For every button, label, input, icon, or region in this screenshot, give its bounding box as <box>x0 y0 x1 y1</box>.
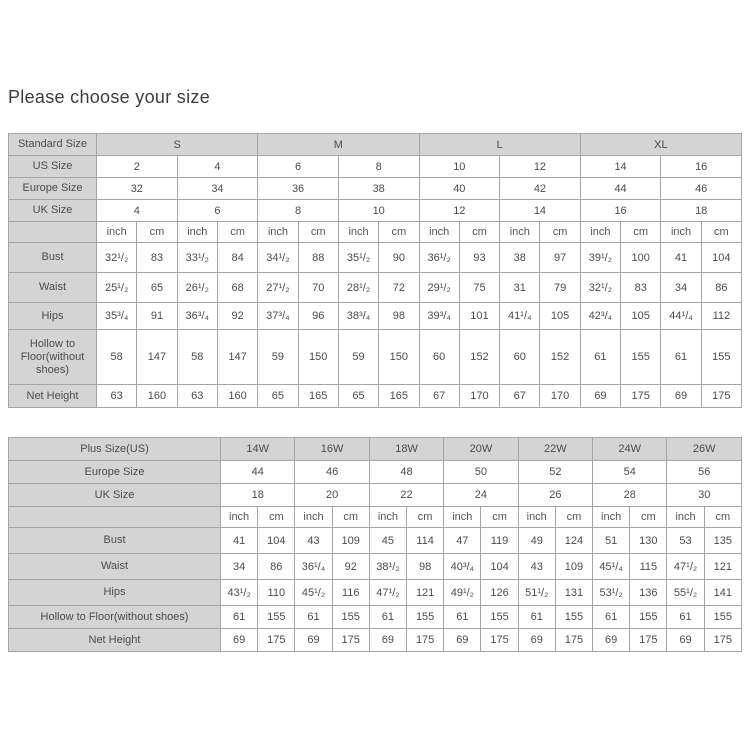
row-uk-size <box>9 484 742 507</box>
unit-header-cell: cm <box>701 222 741 243</box>
size-value-cell: 20 <box>295 484 369 507</box>
size-value-cell: 22 <box>369 484 443 507</box>
measurement-value-cell: 69 <box>369 629 406 652</box>
measurement-value-cell: 104 <box>258 528 295 554</box>
measurement-value-cell: 35³/₄ <box>97 303 137 330</box>
row-label-units <box>9 507 221 528</box>
measurement-value-cell: 43 <box>518 554 555 580</box>
measurement-value-cell: 105 <box>540 303 580 330</box>
unit-header-cell: inch <box>338 222 378 243</box>
size-value-cell: 4 <box>177 156 258 178</box>
measurement-value-cell: 155 <box>481 606 518 629</box>
measurement-value-cell: 69 <box>221 629 258 652</box>
row-label-waist: Waist <box>9 273 97 303</box>
unit-header-cell: cm <box>540 222 580 243</box>
column-group-header-cell: 18W <box>369 438 443 461</box>
size-value-cell: 18 <box>221 484 295 507</box>
measurement-value-cell: 43 <box>295 528 332 554</box>
unit-header-cell: cm <box>298 222 338 243</box>
measurement-value-cell: 69 <box>444 629 481 652</box>
measurement-value-cell: 92 <box>332 554 369 580</box>
column-group-header-cell: 20W <box>444 438 518 461</box>
measurement-value-cell: 126 <box>481 580 518 606</box>
measurement-value-cell: 86 <box>701 273 741 303</box>
measurement-value-cell: 152 <box>459 330 499 385</box>
unit-header-cell: inch <box>419 222 459 243</box>
row-units <box>9 507 742 528</box>
size-value-cell: 50 <box>444 461 518 484</box>
row-europe-size <box>9 461 742 484</box>
measurement-value-cell: 112 <box>701 303 741 330</box>
row-label-net-height: Net Height <box>9 385 97 408</box>
measurement-value-cell: 69 <box>518 629 555 652</box>
column-group-header-cell: M <box>258 134 419 156</box>
unit-header-cell: inch <box>593 507 630 528</box>
measurement-value-cell: 70 <box>298 273 338 303</box>
size-value-cell: 12 <box>500 156 581 178</box>
size-value-cell: 12 <box>419 200 500 222</box>
size-value-cell: 8 <box>258 200 339 222</box>
measurement-value-cell: 51¹/₂ <box>518 580 555 606</box>
measurement-value-cell: 41 <box>221 528 258 554</box>
measurement-value-cell: 60 <box>419 330 459 385</box>
measurement-value-cell: 114 <box>407 528 444 554</box>
measurement-value-cell: 25¹/₂ <box>97 273 137 303</box>
measurement-value-cell: 59 <box>258 330 298 385</box>
row-hips <box>9 303 742 330</box>
measurement-value-cell: 155 <box>701 330 741 385</box>
size-value-cell: 8 <box>338 156 419 178</box>
row-label-plus-size: Plus Size(US) <box>9 438 221 461</box>
measurement-value-cell: 61 <box>295 606 332 629</box>
row-label-bust: Bust <box>9 528 221 554</box>
size-value-cell: 10 <box>338 200 419 222</box>
measurement-value-cell: 47¹/₂ <box>667 554 704 580</box>
measurement-value-cell: 175 <box>481 629 518 652</box>
row-label-europe-size: Europe Size <box>9 178 97 200</box>
measurement-value-cell: 155 <box>258 606 295 629</box>
size-value-cell: 46 <box>295 461 369 484</box>
measurement-value-cell: 121 <box>407 580 444 606</box>
size-value-cell: 46 <box>661 178 742 200</box>
measurement-value-cell: 175 <box>332 629 369 652</box>
measurement-value-cell: 36¹/₄ <box>295 554 332 580</box>
row-hollow <box>9 330 742 385</box>
unit-header-cell: cm <box>217 222 257 243</box>
measurement-value-cell: 88 <box>298 243 338 273</box>
measurement-value-cell: 60 <box>500 330 540 385</box>
size-value-cell: 42 <box>500 178 581 200</box>
measurement-value-cell: 42³/₄ <box>580 303 620 330</box>
unit-header-cell: cm <box>630 507 667 528</box>
page-title: Please choose your size <box>8 87 211 107</box>
measurement-value-cell: 96 <box>298 303 338 330</box>
measurement-value-cell: 47¹/₂ <box>369 580 406 606</box>
measurement-value-cell: 165 <box>379 385 419 408</box>
unit-header-cell: inch <box>580 222 620 243</box>
measurement-value-cell: 100 <box>621 243 661 273</box>
measurement-value-cell: 63 <box>97 385 137 408</box>
measurement-value-cell: 51 <box>593 528 630 554</box>
column-group-header-cell: 24W <box>593 438 667 461</box>
measurement-value-cell: 86 <box>258 554 295 580</box>
unit-header-cell: inch <box>258 222 298 243</box>
measurement-value-cell: 98 <box>379 303 419 330</box>
measurement-value-cell: 38³/₄ <box>338 303 378 330</box>
measurement-value-cell: 72 <box>379 273 419 303</box>
row-label-us-size: US Size <box>9 156 97 178</box>
measurement-value-cell: 150 <box>298 330 338 385</box>
measurement-value-cell: 61 <box>580 330 620 385</box>
plus-size-table-container <box>8 437 742 652</box>
measurement-value-cell: 98 <box>407 554 444 580</box>
measurement-value-cell: 147 <box>137 330 177 385</box>
measurement-value-cell: 58 <box>177 330 217 385</box>
size-value-cell: 26 <box>518 484 592 507</box>
size-value-cell: 10 <box>419 156 500 178</box>
measurement-value-cell: 45 <box>369 528 406 554</box>
size-value-cell: 38 <box>338 178 419 200</box>
unit-header-cell: inch <box>177 222 217 243</box>
unit-header-cell: cm <box>555 507 592 528</box>
measurement-value-cell: 155 <box>704 606 741 629</box>
measurement-value-cell: 83 <box>621 273 661 303</box>
row-bust <box>9 243 742 273</box>
row-bust <box>9 528 742 554</box>
measurement-value-cell: 175 <box>704 629 741 652</box>
measurement-value-cell: 61 <box>667 606 704 629</box>
measurement-value-cell: 63 <box>177 385 217 408</box>
measurement-value-cell: 160 <box>217 385 257 408</box>
row-waist <box>9 554 742 580</box>
row-label-waist: Waist <box>9 554 221 580</box>
measurement-value-cell: 69 <box>667 629 704 652</box>
measurement-value-cell: 91 <box>137 303 177 330</box>
measurement-value-cell: 79 <box>540 273 580 303</box>
unit-header-cell: inch <box>500 222 540 243</box>
measurement-value-cell: 49 <box>518 528 555 554</box>
measurement-value-cell: 37³/₄ <box>258 303 298 330</box>
measurement-value-cell: 155 <box>332 606 369 629</box>
measurement-value-cell: 175 <box>701 385 741 408</box>
column-group-header-cell: 16W <box>295 438 369 461</box>
measurement-value-cell: 55¹/₂ <box>667 580 704 606</box>
measurement-value-cell: 65 <box>137 273 177 303</box>
measurement-value-cell: 34¹/₂ <box>258 243 298 273</box>
measurement-value-cell: 135 <box>704 528 741 554</box>
size-value-cell: 30 <box>667 484 742 507</box>
column-group-header-cell: 26W <box>667 438 742 461</box>
measurement-value-cell: 61 <box>444 606 481 629</box>
size-value-cell: 4 <box>97 200 178 222</box>
measurement-value-cell: 170 <box>459 385 499 408</box>
size-value-cell: 14 <box>500 200 581 222</box>
unit-header-cell: cm <box>459 222 499 243</box>
measurement-value-cell: 67 <box>419 385 459 408</box>
measurement-value-cell: 34 <box>221 554 258 580</box>
size-value-cell: 28 <box>593 484 667 507</box>
size-value-cell: 18 <box>661 200 742 222</box>
unit-header-cell: cm <box>704 507 741 528</box>
measurement-value-cell: 175 <box>555 629 592 652</box>
measurement-value-cell: 27¹/₂ <box>258 273 298 303</box>
measurement-value-cell: 136 <box>630 580 667 606</box>
measurement-value-cell: 34 <box>661 273 701 303</box>
column-group-header-cell: 14W <box>221 438 295 461</box>
measurement-value-cell: 69 <box>295 629 332 652</box>
measurement-value-cell: 39¹/₂ <box>580 243 620 273</box>
row-hollow <box>9 606 742 629</box>
column-group-header-cell: S <box>97 134 258 156</box>
measurement-value-cell: 65 <box>258 385 298 408</box>
measurement-value-cell: 68 <box>217 273 257 303</box>
measurement-value-cell: 61 <box>221 606 258 629</box>
measurement-value-cell: 155 <box>630 606 667 629</box>
row-label-units <box>9 222 97 243</box>
measurement-value-cell: 67 <box>500 385 540 408</box>
standard-size-table-container <box>8 133 742 408</box>
measurement-value-cell: 97 <box>540 243 580 273</box>
measurement-value-cell: 32¹/₂ <box>580 273 620 303</box>
row-label-europe-size: Europe Size <box>9 461 221 484</box>
row-europe-size <box>9 178 742 200</box>
measurement-value-cell: 147 <box>217 330 257 385</box>
size-value-cell: 44 <box>221 461 295 484</box>
measurement-value-cell: 175 <box>258 629 295 652</box>
measurement-value-cell: 90 <box>379 243 419 273</box>
column-group-header-cell: L <box>419 134 580 156</box>
measurement-value-cell: 47 <box>444 528 481 554</box>
measurement-value-cell: 92 <box>217 303 257 330</box>
measurement-value-cell: 150 <box>379 330 419 385</box>
measurement-value-cell: 58 <box>97 330 137 385</box>
measurement-value-cell: 110 <box>258 580 295 606</box>
unit-header-cell: cm <box>379 222 419 243</box>
row-hips <box>9 580 742 606</box>
size-value-cell: 16 <box>661 156 742 178</box>
measurement-value-cell: 44¹/₄ <box>661 303 701 330</box>
measurement-value-cell: 93 <box>459 243 499 273</box>
size-value-cell: 34 <box>177 178 258 200</box>
unit-header-cell: inch <box>295 507 332 528</box>
measurement-value-cell: 53¹/₂ <box>593 580 630 606</box>
row-uk-size <box>9 200 742 222</box>
measurement-value-cell: 32¹/₂ <box>97 243 137 273</box>
measurement-value-cell: 43¹/₂ <box>221 580 258 606</box>
measurement-value-cell: 61 <box>593 606 630 629</box>
column-group-header-cell: 22W <box>518 438 592 461</box>
measurement-value-cell: 33¹/₂ <box>177 243 217 273</box>
measurement-value-cell: 175 <box>630 629 667 652</box>
measurement-value-cell: 49¹/₂ <box>444 580 481 606</box>
measurement-value-cell: 124 <box>555 528 592 554</box>
measurement-value-cell: 165 <box>298 385 338 408</box>
unit-header-cell: inch <box>221 507 258 528</box>
measurement-value-cell: 45¹/₄ <box>593 554 630 580</box>
measurement-value-cell: 61 <box>661 330 701 385</box>
measurement-value-cell: 175 <box>407 629 444 652</box>
measurement-value-cell: 160 <box>137 385 177 408</box>
size-value-cell: 48 <box>369 461 443 484</box>
size-value-cell: 24 <box>444 484 518 507</box>
size-value-cell: 54 <box>593 461 667 484</box>
measurement-value-cell: 101 <box>459 303 499 330</box>
measurement-value-cell: 109 <box>555 554 592 580</box>
size-value-cell: 52 <box>518 461 592 484</box>
measurement-value-cell: 155 <box>621 330 661 385</box>
row-net-height <box>9 385 742 408</box>
measurement-value-cell: 105 <box>621 303 661 330</box>
size-value-cell: 16 <box>580 200 661 222</box>
row-units <box>9 222 742 243</box>
row-label-bust: Bust <box>9 243 97 273</box>
measurement-value-cell: 31 <box>500 273 540 303</box>
size-value-cell: 36 <box>258 178 339 200</box>
row-label-hips: Hips <box>9 303 97 330</box>
size-value-cell: 56 <box>667 461 742 484</box>
unit-header-cell: inch <box>444 507 481 528</box>
unit-header-cell: inch <box>667 507 704 528</box>
unit-header-cell: cm <box>332 507 369 528</box>
row-net-height <box>9 629 742 652</box>
unit-header-cell: cm <box>621 222 661 243</box>
standard-size-table <box>8 133 742 408</box>
measurement-value-cell: 116 <box>332 580 369 606</box>
row-waist <box>9 273 742 303</box>
measurement-value-cell: 28¹/₂ <box>338 273 378 303</box>
measurement-value-cell: 69 <box>580 385 620 408</box>
size-value-cell: 40 <box>419 178 500 200</box>
measurement-value-cell: 141 <box>704 580 741 606</box>
measurement-value-cell: 53 <box>667 528 704 554</box>
measurement-value-cell: 45¹/₂ <box>295 580 332 606</box>
measurement-value-cell: 61 <box>369 606 406 629</box>
measurement-value-cell: 155 <box>407 606 444 629</box>
measurement-value-cell: 121 <box>704 554 741 580</box>
row-label-uk-size: UK Size <box>9 200 97 222</box>
measurement-value-cell: 115 <box>630 554 667 580</box>
size-value-cell: 6 <box>177 200 258 222</box>
measurement-value-cell: 104 <box>481 554 518 580</box>
row-label-net-height: Net Height <box>9 629 221 652</box>
row-label-uk-size: UK Size <box>9 484 221 507</box>
unit-header-cell: cm <box>137 222 177 243</box>
size-value-cell: 2 <box>97 156 178 178</box>
measurement-value-cell: 69 <box>593 629 630 652</box>
measurement-value-cell: 41 <box>661 243 701 273</box>
row-us-size <box>9 156 742 178</box>
measurement-value-cell: 119 <box>481 528 518 554</box>
measurement-value-cell: 65 <box>338 385 378 408</box>
unit-header-cell: inch <box>369 507 406 528</box>
measurement-value-cell: 36¹/₂ <box>419 243 459 273</box>
measurement-value-cell: 170 <box>540 385 580 408</box>
measurement-value-cell: 175 <box>621 385 661 408</box>
measurement-value-cell: 75 <box>459 273 499 303</box>
measurement-value-cell: 38¹/₂ <box>369 554 406 580</box>
measurement-value-cell: 29¹/₂ <box>419 273 459 303</box>
measurement-value-cell: 39³/₄ <box>419 303 459 330</box>
measurement-value-cell: 104 <box>701 243 741 273</box>
unit-header-cell: cm <box>258 507 295 528</box>
unit-header-cell: inch <box>518 507 555 528</box>
row-label-hollow: Hollow to Floor(without shoes) <box>9 606 221 629</box>
measurement-value-cell: 59 <box>338 330 378 385</box>
size-value-cell: 6 <box>258 156 339 178</box>
measurement-value-cell: 109 <box>332 528 369 554</box>
measurement-value-cell: 38 <box>500 243 540 273</box>
row-plus-size <box>9 438 742 461</box>
measurement-value-cell: 41¹/₄ <box>500 303 540 330</box>
size-value-cell: 14 <box>580 156 661 178</box>
measurement-value-cell: 152 <box>540 330 580 385</box>
size-value-cell: 32 <box>97 178 178 200</box>
column-group-header-cell: XL <box>580 134 741 156</box>
measurement-value-cell: 84 <box>217 243 257 273</box>
measurement-value-cell: 83 <box>137 243 177 273</box>
unit-header-cell: cm <box>481 507 518 528</box>
measurement-value-cell: 155 <box>555 606 592 629</box>
measurement-value-cell: 69 <box>661 385 701 408</box>
measurement-value-cell: 131 <box>555 580 592 606</box>
unit-header-cell: cm <box>407 507 444 528</box>
measurement-value-cell: 26¹/₂ <box>177 273 217 303</box>
measurement-value-cell: 36³/₄ <box>177 303 217 330</box>
row-label-standard-size: Standard Size <box>9 134 97 156</box>
unit-header-cell: inch <box>97 222 137 243</box>
plus-size-table <box>8 437 742 652</box>
measurement-value-cell: 61 <box>518 606 555 629</box>
size-value-cell: 44 <box>580 178 661 200</box>
row-label-hollow: Hollow to Floor(without shoes) <box>9 330 97 385</box>
row-standard-size <box>9 134 742 156</box>
measurement-value-cell: 35¹/₂ <box>338 243 378 273</box>
unit-header-cell: inch <box>661 222 701 243</box>
measurement-value-cell: 130 <box>630 528 667 554</box>
measurement-value-cell: 40³/₄ <box>444 554 481 580</box>
row-label-hips: Hips <box>9 580 221 606</box>
